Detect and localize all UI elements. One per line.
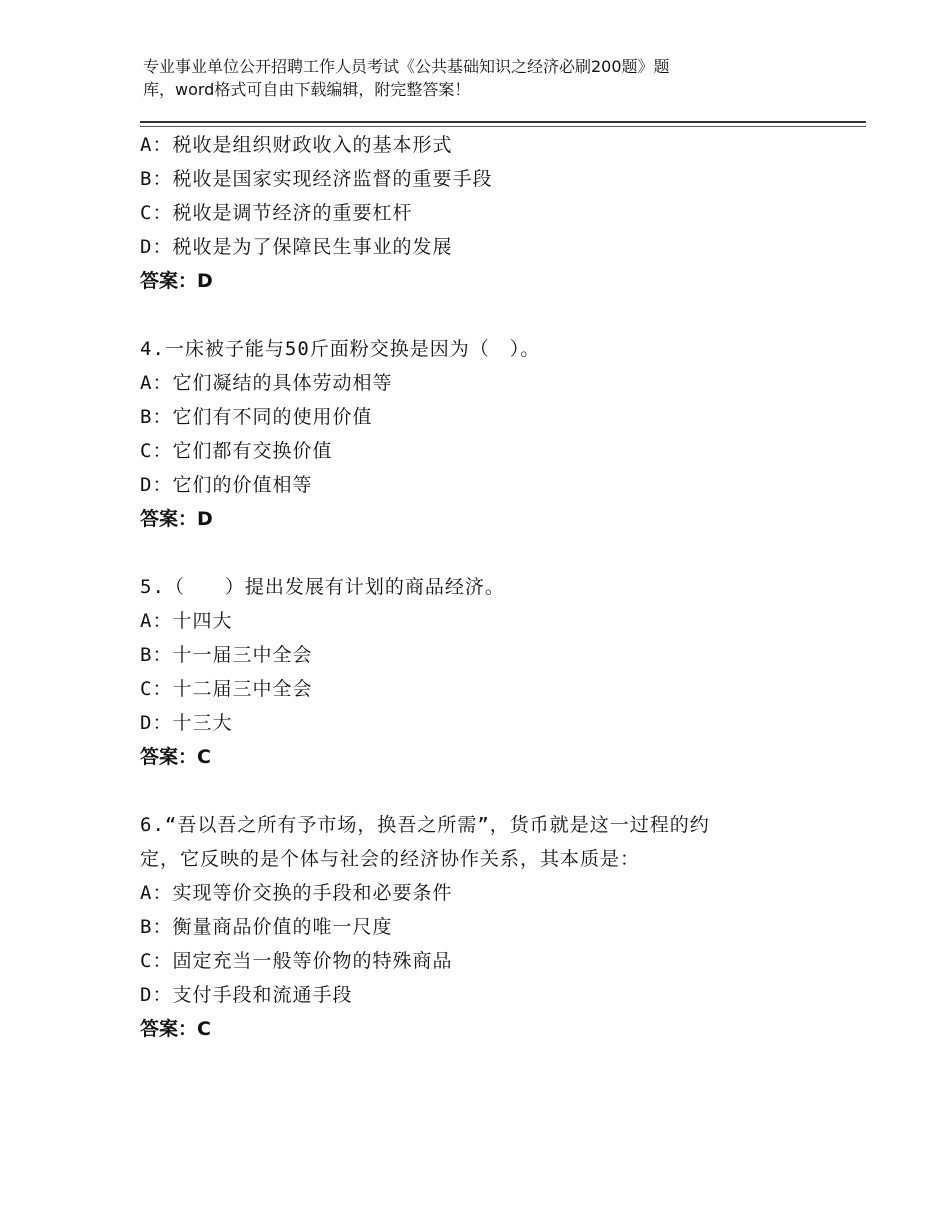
answer: 答案：C — [140, 746, 211, 768]
answer: 答案：D — [140, 508, 213, 530]
answer: 答案：D — [140, 270, 213, 292]
option-a: A：它们凝结的具体劳动相等 — [140, 372, 393, 394]
option-a: A：税收是组织财政收入的基本形式 — [140, 134, 453, 156]
option-c: C：它们都有交换价值 — [140, 440, 333, 462]
option-d: D：支付手段和流通手段 — [140, 984, 353, 1006]
question-text: 4.一床被子能与50斤面粉交换是因为（ ）。 — [140, 338, 541, 360]
question-text: 5.（ ）提出发展有计划的商品经济。 — [140, 576, 505, 598]
option-b: B：税收是国家实现经济监督的重要手段 — [140, 168, 493, 190]
option-c: C：固定充当一般等价物的特殊商品 — [140, 950, 453, 972]
header-rule-thin — [140, 126, 866, 127]
header-rule-thick — [140, 121, 866, 123]
answer: 答案：C — [140, 1018, 211, 1040]
question-3 — [140, 128, 860, 298]
question-text-line-1: 6.“吾以吾之所有予市场，换吾之所需”，货币就是这一过程的约 — [140, 814, 710, 836]
option-b: B：十一届三中全会 — [140, 644, 313, 666]
option-d: D：它们的价值相等 — [140, 474, 313, 496]
option-d: D：十三大 — [140, 712, 233, 734]
option-d: D：税收是为了保障民生事业的发展 — [140, 236, 453, 258]
option-b: B：它们有不同的使用价值 — [140, 406, 373, 428]
option-b: B：衡量商品价值的唯一尺度 — [140, 916, 393, 938]
option-a: A：十四大 — [140, 610, 233, 632]
header-line-1: 专业事业单位公开招聘工作人员考试《公共基础知识之经济必刷200题》题 — [143, 57, 670, 76]
question-6 — [140, 808, 860, 1046]
header-line-2: 库，word格式可自由下载编辑，附完整答案！ — [143, 80, 471, 99]
question-5 — [140, 570, 860, 774]
document-body — [140, 128, 860, 1046]
option-c: C：十二届三中全会 — [140, 678, 313, 700]
question-text-line-2: 定，它反映的是个体与社会的经济协作关系，其本质是： — [140, 848, 641, 870]
option-c: C：税收是调节经济的重要杠杆 — [140, 202, 413, 224]
option-a: A：实现等价交换的手段和必要条件 — [140, 882, 453, 904]
question-4 — [140, 332, 860, 536]
document-header — [143, 55, 783, 101]
